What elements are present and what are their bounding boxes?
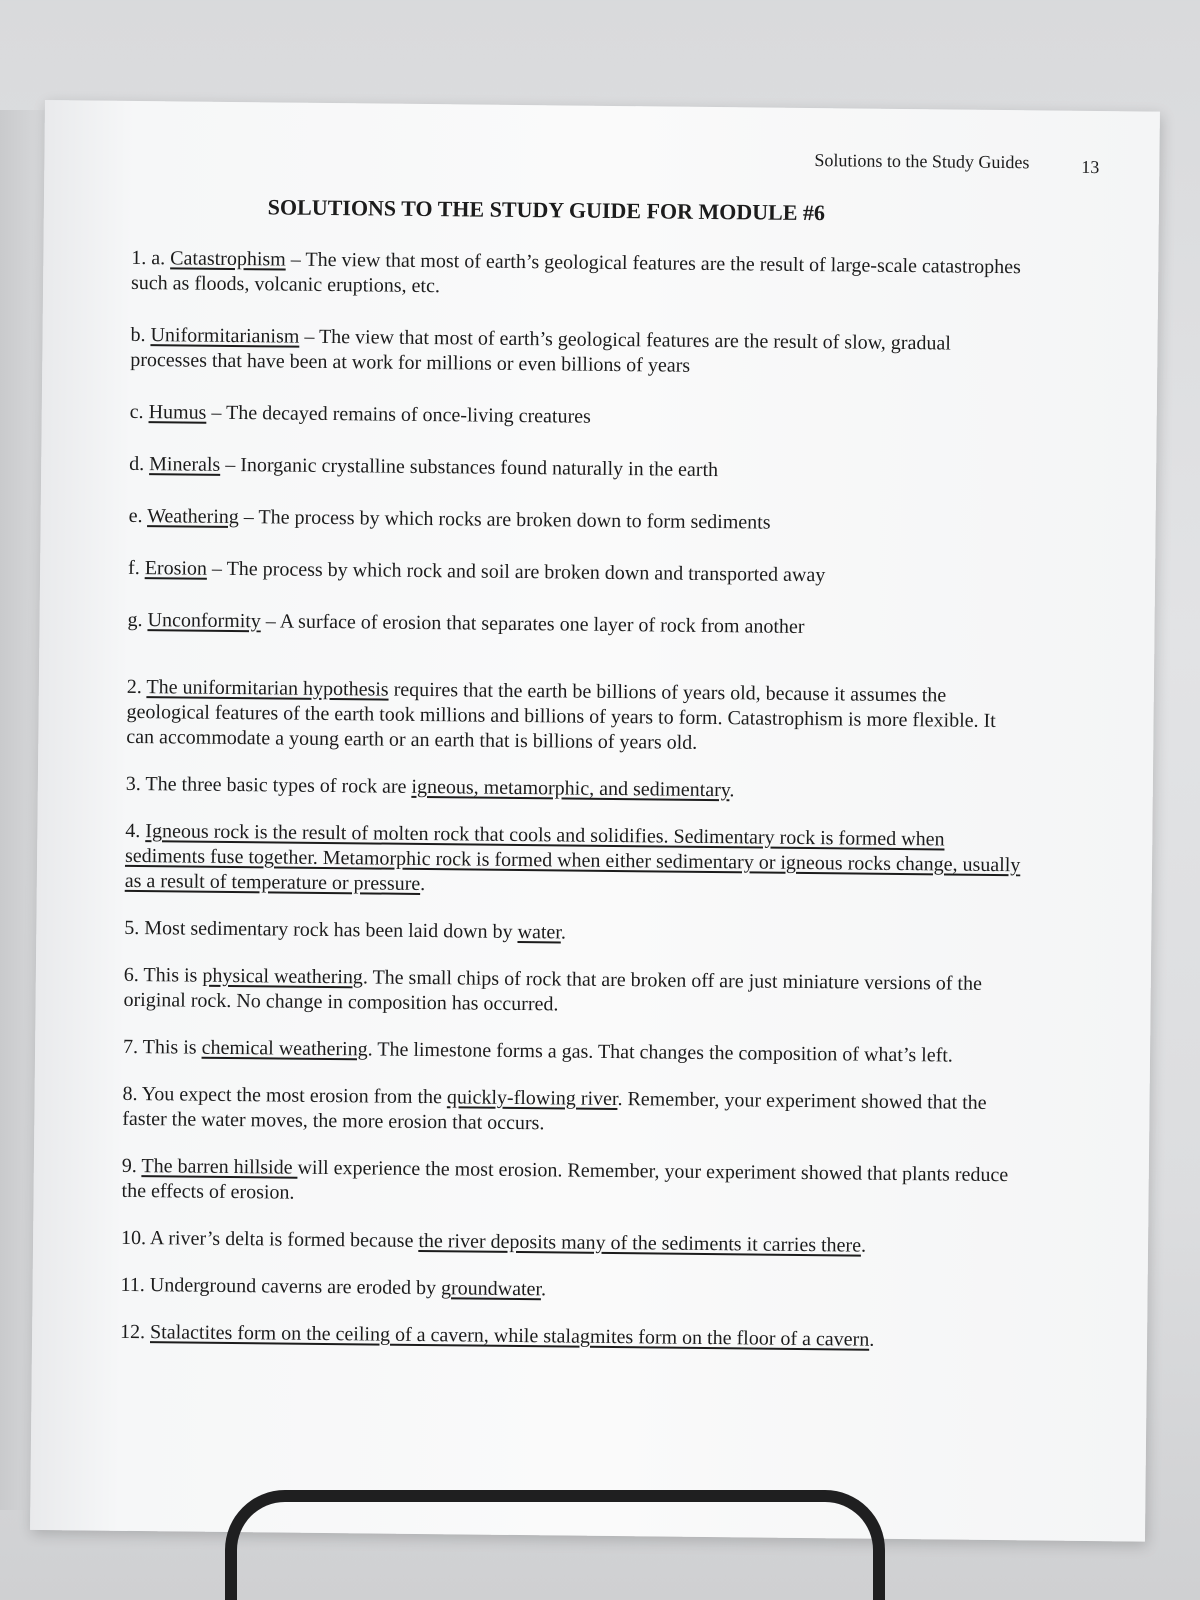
- answer-end: .: [869, 1328, 875, 1351]
- item-label: d.: [129, 452, 150, 476]
- answer-underlined: chemical weathering: [201, 1036, 368, 1061]
- answer-rest: . Remember, your experiment showed that the faster the water moves, the more erosion that occurs.: [122, 1088, 987, 1135]
- page-number: 13: [1081, 156, 1100, 178]
- answer-end: .: [560, 921, 567, 944]
- definition-text: – Inorganic crystalline substances found naturally in the earth: [220, 453, 719, 482]
- answer-text: 10. A river’s delta is formed because: [120, 1226, 419, 1252]
- definition-text: – A surface of erosion that separates one layer of rock from another: [260, 610, 805, 638]
- term: Catastrophism: [170, 247, 286, 271]
- item-label: 2.: [126, 675, 147, 699]
- answer-rest: . The limestone forms a gas. That changes the composition of what’s left.: [367, 1038, 953, 1067]
- answer-text: 5. Most sedimentary rock has been laid down by: [124, 916, 518, 943]
- answer-underlined: physical weathering: [202, 964, 363, 989]
- answer-end: .: [540, 1278, 547, 1301]
- answer-text: 8. You expect the most erosion from the: [122, 1082, 448, 1109]
- answer-2: [126, 675, 1027, 759]
- term: Humus: [148, 401, 207, 424]
- answer-text: 7. This is: [122, 1035, 202, 1059]
- answer-underlined: igneous, metamorphic, and sedimentary: [411, 775, 730, 802]
- item-label: f.: [127, 556, 145, 580]
- running-head: Solutions to the Study Guides: [814, 150, 1030, 173]
- item-label: c.: [129, 400, 149, 424]
- answers-content: [120, 246, 1031, 1354]
- definition-text: – The decayed remains of once-living creatures: [206, 401, 591, 428]
- answer-end: .: [420, 872, 426, 896]
- answer-text: 3. The three basic types of rock are: [125, 772, 412, 798]
- definition-text: – The process by which rock and soil are broken down and transported away: [206, 557, 826, 587]
- answer-underlined: Stalactites form on the ceiling of a cavern, while stalagmites form on the floor of a cavern: [149, 1321, 870, 1351]
- definition-text: – The view that most of earth’s geological features are the result of slow, gradual processes that have been at work for millions or even billions of years: [130, 325, 951, 377]
- item-label: b.: [130, 323, 151, 347]
- answer-8: [122, 1082, 1022, 1141]
- definition-text: – The process by which rocks are broken down to form sediments: [238, 506, 771, 534]
- definition-1b: [130, 323, 1030, 382]
- page-title: SOLUTIONS TO THE STUDY GUIDE FOR MODULE #6: [267, 194, 826, 226]
- answer-6: [123, 963, 1023, 1022]
- term: Minerals: [149, 453, 221, 476]
- item-label: 12.: [119, 1320, 151, 1344]
- term: Weathering: [147, 505, 239, 529]
- answer-underlined: The uniformitarian hypothesis: [146, 676, 389, 701]
- term: Erosion: [144, 557, 208, 580]
- item-label: 4.: [125, 819, 146, 843]
- answer-underlined: water: [517, 920, 562, 944]
- answer-text: 6. This is: [123, 963, 203, 987]
- answer-underlined: Igneous rock is the result of molten rock that cools and solidifies. Sedimentary rock is formed when sediments fuse together. Metamorphic rock is formed when either sedimentary or igneous rocks change, usually as a result of temperature or pressure: [124, 820, 1021, 895]
- definition-text: – The view that most of earth’s geological features are the result of large-scale catastrophes such as floods, volcanic eruptions, etc.: [130, 248, 1021, 298]
- answer-4: [125, 819, 1026, 903]
- item-label: g.: [127, 608, 148, 632]
- item-label: 9.: [121, 1154, 142, 1178]
- book-page: [30, 100, 1160, 1542]
- answer-text: 11. Underground caverns are eroded by: [120, 1273, 442, 1300]
- answer-end: .: [729, 779, 735, 802]
- answer-9: [121, 1154, 1021, 1213]
- definition-1a: [131, 246, 1031, 305]
- book-stand: [225, 1490, 885, 1600]
- answer-end: .: [860, 1234, 867, 1257]
- item-label: 1. a.: [131, 246, 171, 270]
- answer-rest: . The small chips of rock that are broken off are just miniature versions of the original rock. No change in composition has occurred.: [123, 966, 983, 1016]
- answer-underlined: quickly-flowing river: [446, 1086, 618, 1111]
- item-label: e.: [128, 504, 148, 528]
- answer-underlined: The barren hillside: [141, 1155, 298, 1179]
- answer-rest: will experience the most erosion. Remember, your experiment showed that plants reduce the effects of erosion.: [121, 1156, 1009, 1204]
- answer-underlined: groundwater: [440, 1277, 542, 1301]
- answer-underlined: the river deposits many of the sediments it carries there: [418, 1229, 862, 1257]
- term: Uniformitarianism: [150, 324, 300, 348]
- term: Unconformity: [147, 609, 261, 633]
- answer-text: requires that the earth be billions of years old, because it assumes the geological features of the earth took millions and billions of years to form. Catastrophism is more flexible. It can accommodate a young earth or an earth that is billions of years old.: [126, 678, 996, 754]
